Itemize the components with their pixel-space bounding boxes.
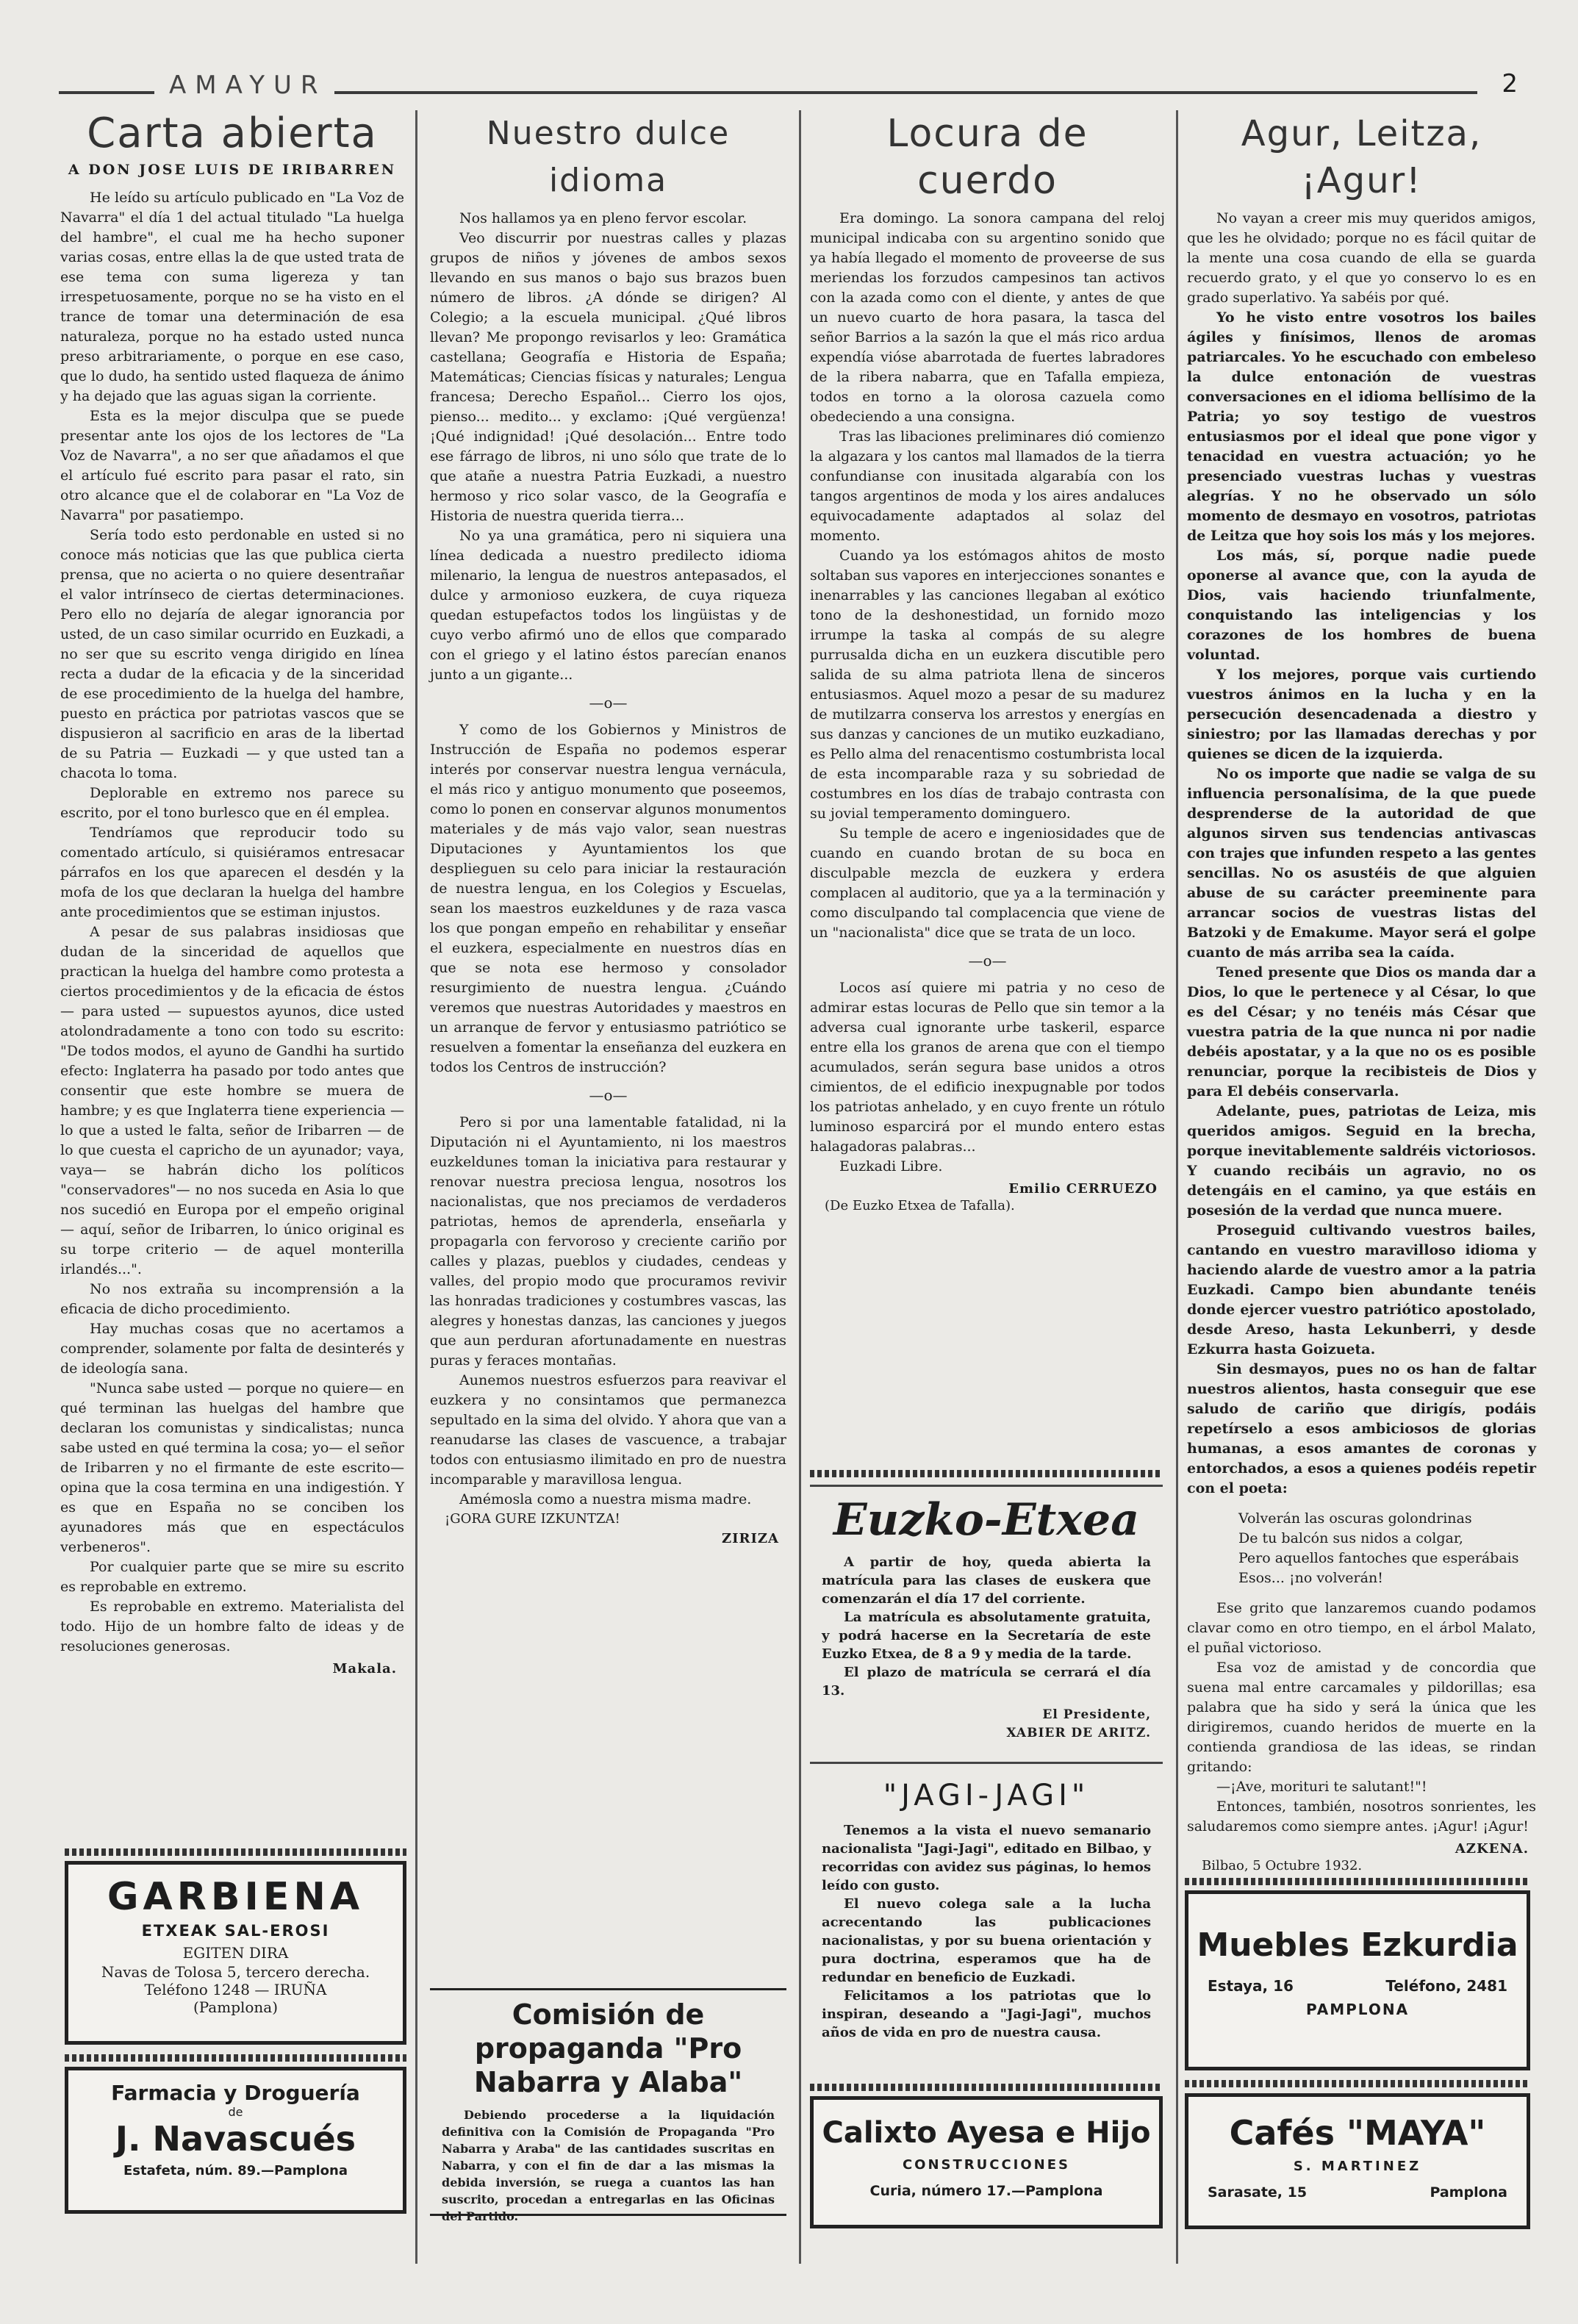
ad-line: (Pamplona)	[193, 1998, 279, 2016]
ad-phone: Teléfono, 2481	[1385, 1977, 1507, 1995]
paragraph: No os importe que nadie se valga de su influencia personalísima, de la que puede desprenderse de la autoridad de que algunos sirven sus tendencias antivascas con trajes que infunden respeto a las gentes sencillas. No os asustéis de que alguien abuse de su carácter preeminente para arrancar socios de vuestras listas del Batzoki y de Emakume. Mayor será el golpe cuanto de más arriba sea la caída.	[1187, 766, 1536, 961]
notice-title: Comisión de propaganda "Pro Nabarra y Alaba"	[473, 1998, 743, 2098]
paragraph: Y como de los Gobiernos y Ministros de Instrucción de España no podemos esperar interés por conservar nuestra lengua vernácula, el más rico y antiguo monumento que poseemos, como lo ponen en conservar algunos monumentos materiales y de más vajo valor, sean nuestras Diputaciones y Ayuntamientos los que desplieguen su celo para iniciar la restauración de nuestra lengua, en los Colegios y Escuelas, sean los maestros euzkeldunes y de raza vasca los que pongan empeño en rehabilitar y enseñar el euzkera, especialmente en nuestros días en que se nota ese hermoso y consolador resurgimiento de nuestra lengua. ¿Cuándo veremos que nuestras Autoridades y maestros en un arranque de fervor y entusiasmo patriótico se resuelven a fomentar la enseñanza del euzkera en todos los Centros de instrucción?	[430, 722, 786, 1075]
notice-jagi-jagi	[810, 1771, 1163, 2073]
poem-line: Esos... ¡no volverán!	[1238, 1570, 1383, 1586]
paragraph: Cuando ya los estómagos ahitos de mosto soltaban sus vapores en interjecciones sonantes e inenarrables y las canciones llegaban al exótico tono de la deshonestidad, un fornido mozo irrumpe la taska al compás de su alegre purrusalda dicha en un euzkera discutible pero salida de su alma patriota llena de sinceros entusiasmos. Aquel mozo a pesar de su madurez de mutilzarra conserva los arrestos y energías en sus danzas y canciones de un mutiko euzkadiano, es Pello alma del renacentismo costumbrista local de esta incomparable raza y su sobriedad de costumbres en los días de trabajo contrasta con su jovial temperamento dominguero.	[810, 548, 1165, 822]
paragraph: Ese grito que lanzaremos cuando podamos clavar como en otro tiempo, en el árbol Malato, el puñal victorioso.	[1187, 1600, 1536, 1656]
ad-line: EGITEN DIRA	[182, 1944, 289, 1962]
ad-muebles-ezkurdia	[1185, 1890, 1530, 2070]
masthead-rule-left	[59, 91, 154, 94]
page-number: 2	[1502, 69, 1518, 98]
notice-signatory-title: El Presidente,	[1042, 1707, 1151, 1722]
paragraph: —¡Ave, morituri te salutant!"!	[1216, 1779, 1427, 1795]
paragraph: Hay muchas cosas que no acertamos a comprender, solamente por falta de desinterés y de ideología sana.	[60, 1321, 404, 1377]
paragraph: Pero si por una lamentable fatalidad, ni la Diputación ni el Ayuntamiento, ni los maestros euzkeldunes toman la iniciativa para restaurar y renovar nuestra preciosa lengua, nosotros los nacionalistas, que nos preciamos de verdaderos patriotas, hemos de aprenderla, enseñarla y propagarla con fervoroso y creciente cariño por calles y plazas, pueblos y ciudades, cendeas y valles, del propio modo que procuramos revivir las honradas tradiciones y costumbres vascas, las alegres y honestas danzas, las canciones y juegos que aun perduran afortunadamente en nuestras puras y feraces montañas.	[430, 1114, 786, 1369]
masthead	[59, 71, 1518, 115]
ad-calixto-ayesa	[810, 2096, 1163, 2228]
paragraph: Yo he visto entre vosotros los bailes ágiles y finísimos, llenos de aromas patriarcales. Yo he escuchado con embeleso la dulce entonación de vuestras conversaciones en el idioma bellísimo de la Patria; yo soy testigo de vuestros entusiasmos por el ideal que pone vigor y tenacidad en vuestra actuación; yo he presenciado vuestras luchas y vuestras alegrías. Y no he observado un sólo momento de desmayo en vosotros, patriotas de Leitza que hoy sois los más y los mejores.	[1187, 309, 1536, 544]
ad-garbiena	[65, 1861, 406, 2045]
paragraph: Deplorable en extremo nos parece su escrito, por el tono burlesco que en él emplea.	[60, 785, 404, 821]
paragraph: Y los mejores, porque vais curtiendo vuestros ánimos en la lucha y en la persecución desencadenada a diestro y siniestro; por las llamadas derechas y por quienes se dicen de la izquierda.	[1187, 667, 1536, 762]
ad-name: Cafés "MAYA"	[1229, 2113, 1486, 2153]
ad-subtitle: ETXEAK SAL-EROSI	[141, 1922, 330, 1940]
article-locura-de-cuerdo	[810, 110, 1165, 1492]
ad-name: Muebles Ezkurdia	[1197, 1926, 1518, 1964]
ad-contact-row	[1208, 1977, 1507, 1995]
separator: —o—	[589, 1086, 628, 1104]
dotted-rule	[1185, 1878, 1530, 1885]
dotted-rule	[65, 2054, 406, 2062]
notice-paragraph: La matrícula es absolutamente gratuita, y podrá hacerse en la Secretaría de este Euzko Etxea, de 8 a 9 y media de la tarde.	[822, 1610, 1151, 1662]
notice-title: Euzko-Etxea	[833, 1494, 1140, 1546]
column-divider	[415, 110, 417, 2264]
poem-line: De tu balcón sus nidos a colgar,	[1238, 1530, 1463, 1546]
paragraph: Proseguid cultivando vuestros bailes, cantando en vuestro maravilloso idioma y haciendo alarde de vuestro amor a la patria Euzkadi. Campo bien abundante tenéis donde ejercer vuestro patriótico apostolado, desde Areso, hasta Lekunberri, y desde Ezkurra hasta Goizueta.	[1187, 1222, 1536, 1358]
paragraph: Sería todo esto perdonable en usted si no conoce más noticias que las que publica cierta prensa, que no acierta o no quiere desentrañar el valor intrínseco de ciertas determinaciones. Pero ello no dejaría de alegar ignorancia por usted, de un caso similar ocurrido en Euzkadi, a no ser que su escrito venga dirigido en línea recta a dudar de la eficacia y de la sinceridad de ese procedimiento de la huelga del hambre, puesto en práctica por patriotas vascos que se dispusieron al sacrificio en aras de la libertad de su Patria — Euzkadi — y que usted tan a chacota lo toma.	[60, 527, 404, 781]
article-dateline: Bilbao, 5 Octubre 1932.	[1202, 1858, 1363, 1873]
dotted-rule	[810, 1470, 1163, 1477]
article-carta-abierta	[60, 110, 404, 1804]
notice-paragraph: El plazo de matrícula se cerrará el día 13.	[822, 1665, 1151, 1699]
ad-line: Farmacia y Droguería	[111, 2081, 360, 2105]
dotted-rule	[65, 1848, 406, 1856]
article-source-note: (De Euzko Etxea de Tafalla).	[825, 1198, 1015, 1213]
notice-signatory-name: XABIER DE ARITZ.	[1006, 1726, 1151, 1740]
paragraph: Entonces, también, nosotros sonrientes, les saludaremos como siempre antes. ¡Agur! ¡Agur!	[1187, 1798, 1536, 1835]
paragraph: Por cualquier parte que se mire su escrito es reprobable en extremo.	[60, 1559, 404, 1595]
paragraph: Veo discurrir por nuestras calles y plazas grupos de niños y jóvenes de ambos sexos llevando en sus manos o bajo sus brazos buen número de libros. ¿A dónde se dirigen? Al Colegio; a la escuela municipal. ¿Qué libros llevan? Me propongo revisarlos y leo: Gramática castellana; Geografía e Historia de España; Matemáticas; Ciencias físicas y naturales; Lengua francesa; Derecho Español... Cierro los ojos, pienso... medito... y exclamo: ¡Qué vergüenza! ¡Qué indignidad! ¡Qué desolación... Entre todo ese fárrago de libros, ni uno sólo que trate de lo que atañe a nuestra Patria Euzkadi, a nuestro hermoso y rico solar vasco, de la Geografía e Historia de nuestra querida tierra...	[430, 230, 786, 524]
ad-subtitle: CONSTRUCCIONES	[902, 2157, 1071, 2173]
notice-euzko-etxea	[810, 1485, 1163, 1764]
paragraph: Sin desmayos, pues no os han de faltar nuestros alientos, hasta conseguir que ese saludo de cariño que dirigís, podáis repetírselo a esos ambiciosos de glorias humanas, a esos amantes de coronas y entorchados, a esos a quienes podéis repetir con el poeta:	[1187, 1361, 1536, 1496]
paragraph: Amémosla como a nuestra misma madre.	[459, 1491, 752, 1507]
paragraph: No ya una gramática, pero ni siquiera una línea dedicada a nuestro predilecto idioma milenario, la lengua de nuestros antepasados, el dulce y armonioso euzkera, de cuya riqueza quedan estupefactos todos los lingüistas y de cuyo verbo afirmó uno de ellos que comparado con el griego y el latino éstos parecían enanos junto a un gigante...	[430, 528, 786, 683]
column-divider	[799, 110, 801, 2264]
paragraph: No nos extraña su incomprensión a la eficacia de dicho procedimiento.	[60, 1281, 404, 1317]
paragraph: Su temple de acero e ingeniosidades que de cuando en cuando brotan de su boca en disculpable mezcla de euzkera y erdera complacen al auditorio, que ya a la terminación y como disculpando tal complacencia que viene de un "nacionalista" dice que se trata de un loco.	[810, 825, 1165, 941]
paragraph: Nos hallamos ya en pleno fervor escolar.	[459, 210, 747, 226]
paragraph: No vayan a creer mis muy queridos amigos, que les he olvidado; porque no es fácil quitar de la mente una cosa cuando de ella se guarda recuerdo grato, y el que yo conservo lo es en grado superlativo. Ya sabéis por qué.	[1187, 210, 1536, 306]
paragraph: Esa voz de amistad y de concordia que suena mal entre carcamales y pildorillas; esa palabra que ha sido y será la única que les dirigiremos, cuando heridos de muerte en la contienda grandiosa de las ideas, se rindan gritando:	[1187, 1660, 1536, 1775]
poem-line: Pero aquellos fantoches que esperábais	[1238, 1550, 1519, 1566]
ad-line: Estafeta, núm. 89.—Pamplona	[123, 2163, 348, 2178]
separator: —o—	[968, 952, 1007, 969]
paper-name: AMAYUR	[169, 71, 327, 100]
paragraph: Tendríamos que reproducir todo su comentado artículo, si quisiéramos entresacar párrafos en los que aparecen el desdén y la mofa de los que declaran la huelga del hambre ante procedimientos que se estiman injustos.	[60, 825, 404, 920]
article-title: Agur, Leitza, ¡Agur!	[1241, 113, 1482, 201]
article-signature: Makala.	[332, 1661, 397, 1676]
paragraph: Adelante, pues, patriotas de Leiza, mis queridos amigos. Seguid en la brecha, porque inevitablemente saldréis victoriosos. Y cuando recibáis un agravio, no os detengáis en el camino, ya que estáis en posesión de la verdad que nunca muere.	[1187, 1103, 1536, 1219]
separator: —o—	[589, 694, 628, 711]
notice-paragraph: Tenemos a la vista el nuevo semanario nacionalista "Jagi-Jagi", editado en Bilbao, y recorridas con avidez sus páginas, lo hemos leído con gusto.	[822, 1823, 1151, 1893]
paragraph: Esta es la mejor disculpa que se puede presentar ante los ojos de los lectores de "La Voz de Navarra", a no ser que añadamos el que el artículo fué escrito para pasar el rato, sin otro alcance que el de colaborar en "La Voz de Navarra" por pasatiempo.	[60, 408, 404, 523]
paragraph: Los más, sí, porque nadie puede oponerse al avance que, con la ayuda de Dios, vais haciendo triunfalmente, conquistando las inteligencias y los corazones de los hombres de buena voluntad.	[1187, 548, 1536, 663]
article-title: Locura de cuerdo	[886, 112, 1089, 203]
notice-comision-propaganda	[430, 1988, 786, 2223]
ad-name: Calixto Ayesa e Hijo	[822, 2116, 1151, 2150]
notice-paragraph: A partir de hoy, queda abierta la matrícula para las clases de euskera que comenzarán el día 17 del corriente.	[822, 1554, 1151, 1607]
article-body	[430, 209, 786, 1510]
paragraph: A pesar de sus palabras insidiosas que dudan de la sinceridad de aquellos que practican la huelga del hambre como protesta a ciertos procedimientos y de la eficacia de éstos — para usted — supuestos ayunos, dice usted atolondradamente a tono con todo su escrito: "De todos modos, el ayuno de Gandhi ha surtido efecto: Inglaterra ha pasado por todo antes que consentir que este hombre se muera de hambre; y es que Inglaterra tiene experiencia — lo que a usted le falta, señor de Iribarren — de lo que cuesta el capricho de un ayunador; vaya, vaya— se habrán dicho los políticos "conservadores"— no nos suceda en Asia lo que nos sucedió en Europa por el empeño original — aquí, señor de Iribarren, lo único original es su torpe criterio — de aquel monterilla irlandés...".	[60, 924, 404, 1277]
ad-line: Navas de Tolosa 5, tercero derecha. Teléfono 1248 — IRUÑA	[101, 1963, 370, 1998]
article-body	[1187, 209, 1536, 1499]
ad-line: de	[228, 2105, 243, 2119]
ad-line: Curia, número 17.—Pamplona	[869, 2183, 1103, 2199]
notice-title: "JAGI-JAGI"	[883, 1779, 1090, 1812]
article-body	[60, 188, 404, 1657]
column-divider	[1176, 110, 1178, 2264]
article-signature: Emilio CERRUEZO	[1008, 1181, 1158, 1197]
ad-cafes-maya	[1185, 2093, 1530, 2229]
ad-city: Pamplona	[1430, 2184, 1507, 2201]
paragraph: He leído su artículo publicado en "La Voz de Navarra" el día 1 del actual titulado "La huelga del hambre", el cual me ha hecho suponer varias cosas, entre ellas la de que usted trata de ese tema con suma ligereza y tan irrespetuosamente, porque no se ha visto en el trance de tomar una determinación de esa naturaleza, porque no ha estado usted nunca preso arbitrariamente, o porque en ese caso, que lo dudo, ha sentido usted flaqueza de ánimo y ha dejado que las aguas sigan la corriente.	[60, 190, 404, 404]
article-body	[810, 209, 1165, 1177]
ad-name: GARBIENA	[107, 1875, 365, 1919]
poem	[1238, 1509, 1536, 1588]
dotted-rule	[1185, 2080, 1530, 2087]
article-title: Nuestro dulce idioma	[486, 115, 731, 199]
ad-address: Estaya, 16	[1208, 1977, 1294, 1995]
paragraph: Aunemos nuestros esfuerzos para reavivar el euzkera y no consintamos que permanezca sepultado en la sima del olvido. Y ahora que van a reanudarse las clases de vascuence, a trabajar todos con entusiasmo ilimitado en pro de nuestra incomparable y maravillosa lengua.	[430, 1372, 786, 1488]
paragraph: Es reprobable en extremo. Materialista del todo. Hijo de un hombre falto de ideas y de resoluciones generosas.	[60, 1599, 404, 1654]
masthead-rule-right	[334, 91, 1477, 94]
article-nuestro-dulce-idioma	[430, 110, 786, 1970]
paragraph: Era domingo. La sonora campana del reloj municipal indicaba con su argentino sonido que ya había llegado el momento de proveerse de sus meriendas los forzudos campesinos tan activos con la azada como con el diente, y antes de que un nuevo cuarto de hora pasara, la tasca del señor Barrios a la sazón la que el más rico ardua expendía vióse abarrotada de fuertes labradores de la ribera nabarra, que en Tafalla empieza, todos en torno a la olorosa cazuela como obedeciendo a una consigna.	[810, 210, 1165, 425]
dotted-rule	[810, 2084, 1163, 2091]
article-motto: ¡GORA GURE IZKUNTZA!	[445, 1511, 620, 1527]
ad-subtitle: S. MARTINEZ	[1293, 2159, 1422, 2174]
ad-farmacia-navascues	[65, 2067, 406, 2214]
notice-paragraph: El nuevo colega sale a la lucha acrecentando las publicaciones nacionalistas, y por su buena orientación y pura doctrina, esperamos que ha de redundar en beneficio de Euzkadi.	[822, 1896, 1151, 1985]
paragraph: "Nunca sabe usted — porque no quiere— en qué terminan las huelgas del hambre que declaran los comunistas y sindicalistas; nunca sabe usted en qué termina la cosa; yo— el señor de Iribarren y no el firmante de este escrito— opina que la cosa termina en una indigestión. Y es que en España no se conciben los ayunadores más que en espectáculos verbeneros".	[60, 1380, 404, 1555]
paragraph: Euzkadi Libre.	[839, 1158, 943, 1174]
article-body-continued	[1187, 1599, 1536, 1837]
paragraph: Tras las libaciones preliminares dió comienzo la algazara y los cantos mal llamados de la tierra confundianse con inusitada algarabía con los tangos argentinos de moda y los aires andaluces equivocadamente adaptados al solaz del momento.	[810, 428, 1165, 544]
paragraph: Tened presente que Dios os manda dar a Dios, lo que le pertenece y al César, lo que es del César; y no tenéis más César que vuestra patria de la que nunca ni por nadie debéis apostatar, y a la que no os es posible renunciar, porque la recibisteis de Dios y para El debéis conservarla.	[1187, 964, 1536, 1100]
article-signature: AZKENA.	[1455, 1841, 1529, 1857]
ad-city: PAMPLONA	[1305, 2001, 1410, 2018]
ad-contact-row	[1208, 2184, 1507, 2201]
poem-line: Volverán las oscuras golondrinas	[1238, 1510, 1472, 1527]
article-agur-leitza	[1187, 110, 1536, 1873]
ad-name: J. Navascués	[115, 2119, 356, 2159]
notice-text: Debiendo procederse a la liquidación definitiva con la Comisión de Propaganda "Pro Nabarra y Araba" de las cantidades suscritas en Nabarra, y con el fin de dar a las mismas la debida inversión, se ruega a cuantos las han suscrito, procedan a entregarlas en las Oficinas del Partido.	[442, 2108, 775, 2223]
paragraph: Locos así quiere mi patria y no ceso de admirar estas locuras de Pello que sin temor a la adversa cual ignorante urbe taskeril, esparce entre ella los granos de arena que con el tiempo acumulados, serán segura base unidos a otros cimientos, de el edificio inexpugnable por todos los patriotas anhelado, y en cuyo frente un rótulo luminoso esparcirá por el mundo entero estas halagadoras palabras...	[810, 980, 1165, 1155]
article-title: Carta abierta	[87, 110, 378, 157]
article-signature: ZIRIZA	[721, 1531, 779, 1546]
article-dedication: A DON JOSE LUIS DE IRIBARREN	[68, 162, 397, 178]
notice-paragraph: Felicitamos a los patriotas que lo inspiran, deseando a "Jagi-Jagi", muchos años de vida en pro de nuestra causa.	[822, 1988, 1151, 2040]
ad-address: Sarasate, 15	[1208, 2184, 1308, 2201]
